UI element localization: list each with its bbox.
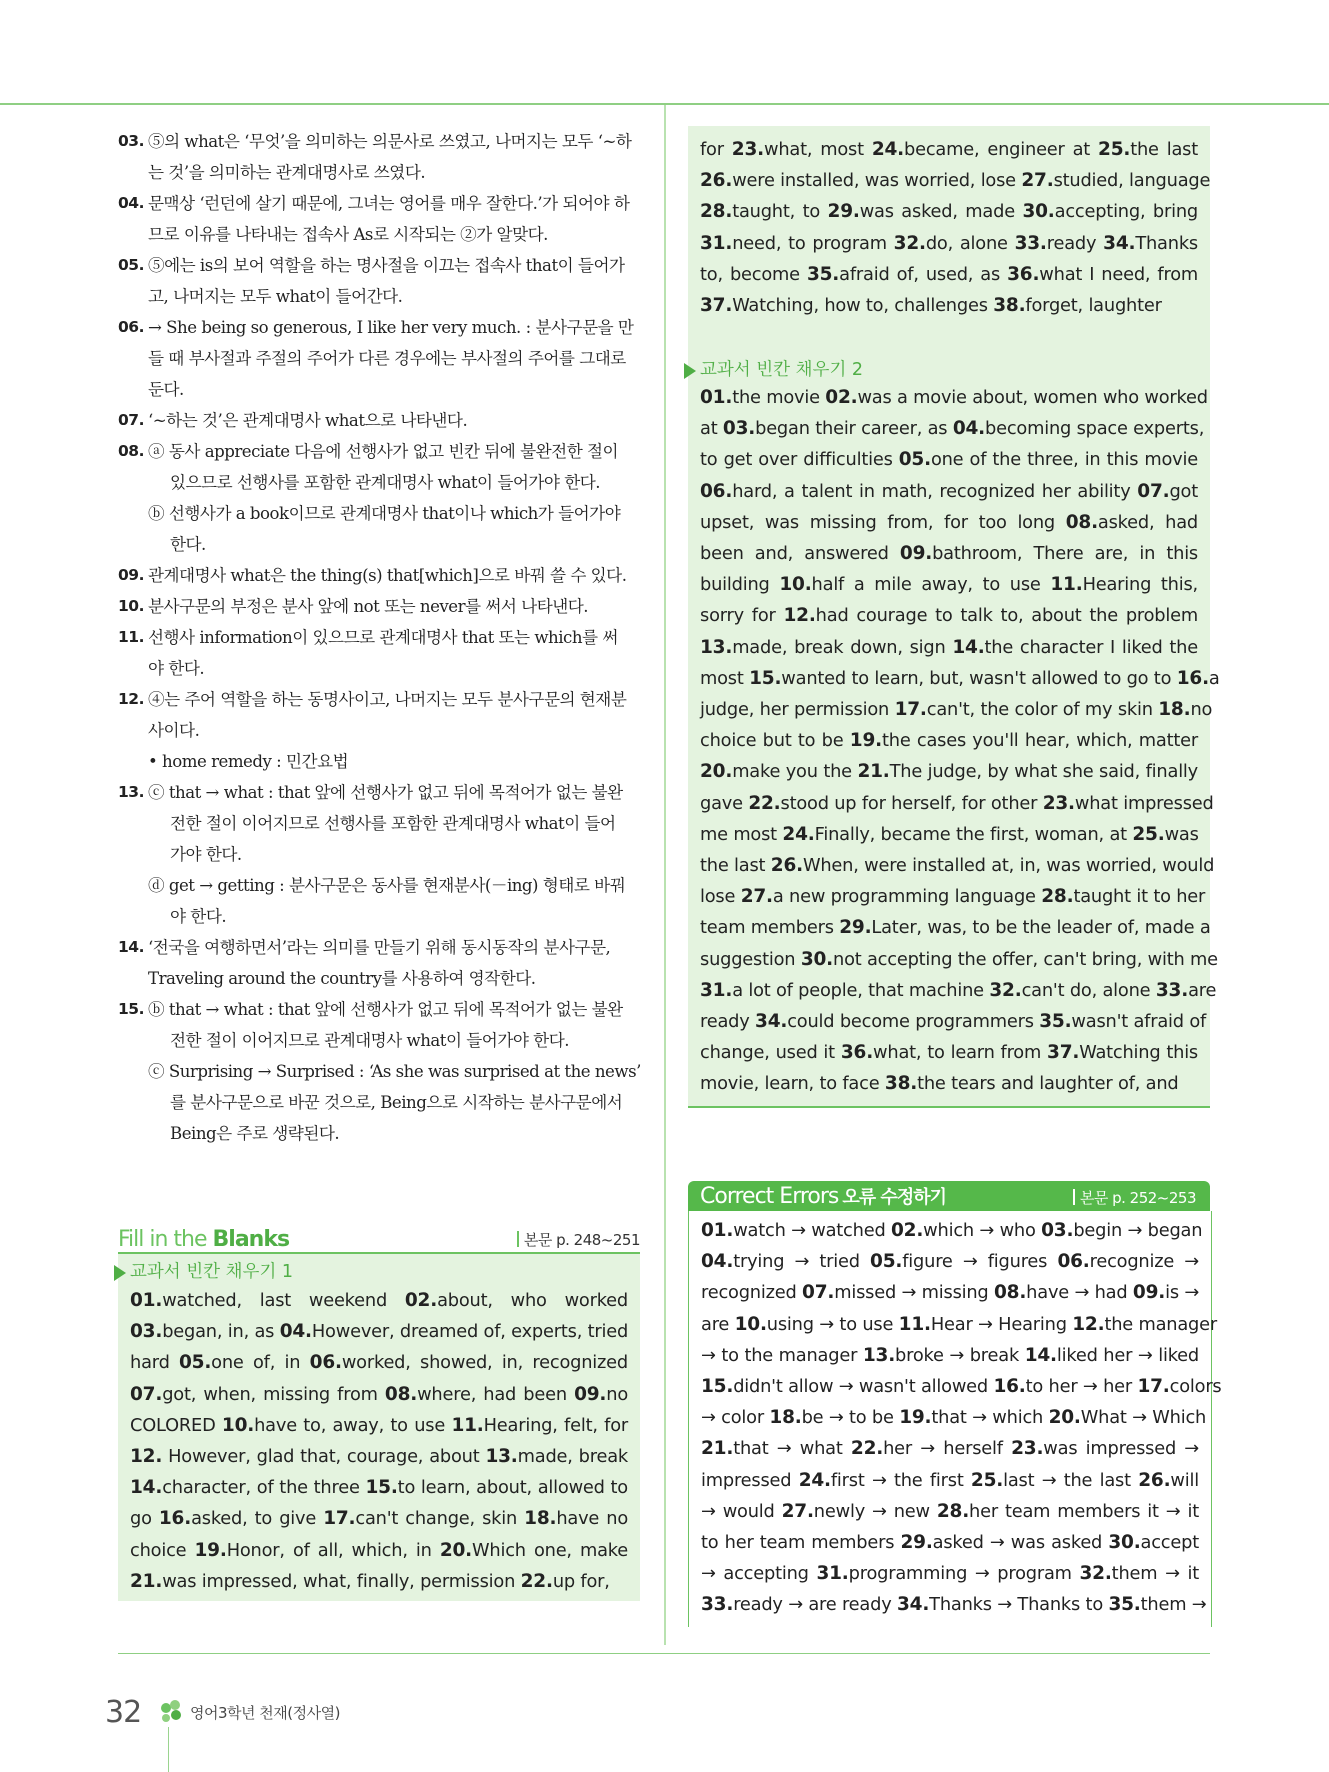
answer-line: 21.that → what 22.her → herself 23.was impressed → [701,1438,1200,1460]
answer-line: to, become 35.afraid of, used, as 36.what I need, from [700,263,1199,285]
explanation-line [118,746,644,777]
explanation-text: ⓒ that → what : that 앞에 선행사가 없고 뒤에 목적어가 없는 불완 [148,783,623,802]
answer-line: change, used it 36.what, to learn from 37.Watching this [700,1042,1198,1064]
answer-line: been and, answered 09.bathroom, There are, in this [700,543,1198,565]
explanation-line [118,963,644,994]
explanation-line [118,994,644,1025]
explanation-number: 09. [118,566,144,584]
explanation-text: 전한 절이 이어지므로 관계대명사 what이 들어가야 한다. [170,1031,569,1050]
fill-blanks-box-2-rule [688,1106,1210,1108]
answer-line: hard 05.one of, in 06.worked, showed, in, recognized [130,1352,628,1374]
answer-line: → would 27.newly → new 28.her team members it → it [701,1500,1199,1522]
answer-line: for 23.what, most 24.became, engineer at 25.the last [700,139,1198,160]
explanation-line [118,467,644,498]
explanation-line [118,1118,644,1149]
explanation-text: 전한 절이 이어지므로 선행사를 포함한 관계대명사 what이 들어 [170,814,616,833]
explanation-number: 15. [118,1000,144,1018]
explanation-line [118,839,644,870]
answer-line: 13.made, break down, sign 14.the character I liked the [700,636,1198,658]
book-title: 영어3학년 천재(정사열) [190,1704,340,1722]
answer-line: 01.watch → watched 02.which → who 03.begin → began [701,1220,1203,1241]
explanation-line [118,560,644,591]
answer-line: me most 24.Finally, became the first, woman, at 25.was [700,823,1199,845]
sub2-text [700,382,1220,1100]
explanation-line [118,281,644,312]
explanation-text: 는 것’을 의미하는 관계대명사로 쓰였다. [148,163,426,182]
explanation-text: • home remedy : 민간요법 [148,752,349,771]
explanation-number: 13. [118,783,144,801]
correct-errors-header [688,1181,1210,1211]
explanation-number: 10. [118,597,144,615]
answer-line: upset, was missing from, for too long 08.asked, had [700,511,1198,533]
answer-line: impressed 24.first → the first 25.last → the last 26.will [701,1469,1199,1491]
answer-line: 07.got, when, missing from 08.where, had been 09.no [130,1383,628,1405]
explanation-line [118,870,644,901]
correct-errors-box [688,1211,1222,1627]
explanation-line [118,777,644,808]
explanation-number: 03. [118,132,144,150]
explanation-text: 를 분사구문으로 바꾼 것으로, Being으로 시작하는 분사구문에서 [170,1093,623,1112]
explanation-line [118,250,644,281]
answer-line: 28.taught, to 29.was asked, made 30.accepting, bring [700,201,1199,223]
explanation-text: ④는 주어 역할을 하는 동명사이고, 나머지는 모두 분사구문의 현재분 [148,690,627,709]
answer-line: 14.character, of the three 15.to learn, about, allowed to [130,1477,628,1499]
explanation-text: ⓑ 선행사가 a book이므로 관계대명사 that이나 which가 들어가야 [148,504,621,523]
explanation-line [118,188,644,219]
answer-line: are 10.using → to use 11.Hear → Hearing 12.the manager [701,1313,1217,1335]
explanation-text: Traveling around the country를 사용하여 영작한다. [148,969,536,988]
answer-line: sorry for 12.had courage to talk to, about the problem [700,605,1198,627]
explanation-number: 04. [118,194,144,212]
explanation-number: 07. [118,411,144,429]
explanation-line [118,1056,644,1087]
explanation-number: 12. [118,690,144,708]
fill-blanks-header [118,1226,640,1252]
sub2-title: 교과서 빈칸 채우기 2 [684,356,863,384]
correct-errors-page-ref: 본문 p. 252~253 [1073,1187,1196,1208]
explanation-list [118,126,644,1149]
answer-line: choice but to be 19.the cases you'll hear, which, matter [700,730,1198,752]
answer-line: 20.make you the 21.The judge, by what she said, finally [700,761,1198,783]
explanation-line [118,808,644,839]
answer-line: ready 34.could become programmers 35.wasn't afraid of [700,1011,1207,1033]
answer-line: choice 19.Honor, of all, which, in 20.Which one, make [130,1539,629,1561]
answer-line: 31.need, to program 32.do, alone 33.ready 34.Thanks [700,232,1198,254]
explanation-number: 06. [118,318,144,336]
explanation-line [118,932,644,963]
explanation-line [118,1087,644,1118]
answer-line: to her team members 29.asked → was asked 30.accept [701,1532,1199,1554]
answer-line: 21.was impressed, what, finally, permission 22.up for, [130,1570,610,1592]
answer-line: 33.ready → are ready 34.Thanks → Thanks to 35.them → [701,1594,1207,1616]
explanation-text: 가야 한다. [170,845,242,864]
explanation-text: ⓒ Surprising → Surprised : ‘As she was surprised at the news’ [148,1062,641,1081]
explanation-number: 05. [118,256,144,274]
explanation-text: 야 한다. [148,659,205,678]
answer-line: judge, her permission 17.can't, the color of my skin 18.no [700,699,1213,721]
explanation-text: 들 때 부사절과 주절의 주어가 다른 경우에는 부사절의 주어를 그대로 [148,349,626,368]
answer-line: 26.were installed, was worried, lose 27.studied, language [700,170,1211,192]
answer-line: the last 26.When, were installed at, in, was worried, would [700,855,1215,877]
explanation-number: 11. [118,628,144,646]
explanation-text: ⑤의 what은 ‘무엇’을 의미하는 의문사로 쓰였고, 나머지는 모두 ‘~하 [148,132,632,151]
explanation-number: 14. [118,938,144,956]
answer-line: 12. However, glad that, courage, about 13.made, break [130,1446,628,1468]
column-divider [664,105,666,1645]
bottom-rule [118,1653,1210,1654]
correct-errors-title: Correct Errors 오류 수정하기 [700,1184,946,1209]
explanation-text: ⓐ 동사 appreciate 다음에 선행사가 없고 빈칸 뒤에 불완전한 절이 [148,442,619,461]
correct-errors-text [701,1215,1222,1621]
sub1-text [130,1285,628,1597]
explanation-line [118,653,644,684]
explanation-text: ⓓ get → getting : 분사구문은 동사를 현재분사(－ing) 형태로 바꿔 [148,876,626,895]
answer-line: → accepting 31.programming → program 32.them → it [701,1563,1199,1585]
explanation-line [118,312,644,343]
answer-line: 01.the movie 02.was a movie about, women who worked [700,387,1208,408]
answer-line: suggestion 30.not accepting the offer, can't bring, with me [700,948,1218,970]
answer-line: COLORED 10.have to, away, to use 11.Hearing, felt, for [130,1414,629,1436]
explanation-text: ⓑ that → what : that 앞에 선행사가 없고 뒤에 목적어가 없는 불완 [148,1000,623,1019]
answer-line: 03.began, in, as 04.However, dreamed of, experts, tried [130,1321,629,1343]
explanation-line [118,343,644,374]
explanation-text: 고, 나머지는 모두 what이 들어간다. [148,287,403,306]
explanation-line [118,529,644,560]
explanation-text: 있으므로 선행사를 포함한 관계대명사 what이 들어가야 한다. [170,473,601,492]
explanation-line [118,126,644,157]
explanation-text: → She being so generous, I like her very much. : 분사구문을 만 [148,318,634,337]
explanation-text: 문맥상 ‘런던에 살기 때문에, 그녀는 영어를 매우 잘한다.’가 되어야 하 [148,194,630,213]
answer-line: recognized 07.missed → missing 08.have → had 09.is → [701,1282,1200,1304]
explanation-number: 08. [118,442,144,460]
answer-line: gave 22.stood up for herself, for other 23.what impressed [700,792,1214,814]
footer-rule [168,1727,169,1772]
explanation-line [118,591,644,622]
explanation-line [118,219,644,250]
explanation-line [118,374,644,405]
explanation-line [118,498,644,529]
answer-line: 15.didn't allow → wasn't allowed 16.to her → her 17.colors [701,1376,1222,1398]
answer-line: 31.a lot of people, that machine 32.can't do, alone 33.are [700,979,1217,1001]
answer-line: 37.Watching, how to, challenges 38.forget, laughter [700,295,1162,317]
explanation-text: 한다. [170,535,206,554]
answer-line: to get over difficulties 05.one of the three, in this movie [700,449,1198,471]
answer-line: lose 27.a new programming language 28.taught it to her [700,886,1206,908]
fill-blanks-title: Fill in the Blanks [118,1227,290,1252]
explanation-text: 둔다. [148,380,184,399]
explanation-line [118,436,644,467]
explanation-text: Being은 주로 생략된다. [170,1124,340,1143]
answer-line: movie, learn, to face 38.the tears and laughter of, and [700,1073,1179,1095]
explanation-text: ‘전국을 여행하면서’라는 의미를 만들기 위해 동시동작의 분사구문, [148,938,611,957]
explanation-text: 야 한다. [170,907,227,926]
explanation-line [118,1025,644,1056]
explanation-line [118,405,644,436]
clover-icon [158,1698,184,1732]
fill-blanks-page-ref: 본문 p. 248~251 [517,1229,640,1250]
answer-line: team members 29.Later, was, to be the leader of, made a [700,917,1211,939]
explanation-text: ‘~하는 것’은 관계대명사 what으로 나타낸다. [148,411,468,430]
explanation-text: ⑤에는 is의 보어 역할을 하는 명사절을 이끄는 접속사 that이 들어가 [148,256,625,275]
explanation-line [118,622,644,653]
page-number: 32 [105,1695,142,1730]
explanation-text: 선행사 information이 있으므로 관계대명사 that 또는 which를 써 [148,628,618,647]
sub1-title: 교과서 빈칸 채우기 1 [114,1258,293,1286]
explanation-text: 므로 이유를 나타내는 접속사 As로 시작되는 ②가 알맞다. [148,225,548,244]
fill-blanks-box-1 [118,1254,640,1601]
answer-line: → to the manager 13.broke → break 14.liked her → liked [701,1344,1199,1366]
answer-line: go 16.asked, to give 17.can't change, skin 18.have no [130,1508,629,1530]
answer-line: building 10.half a mile away, to use 11.Hearing this, [700,574,1199,596]
answer-line: 06.hard, a talent in math, recognized her ability 07.got [700,480,1198,502]
answer-line: at 03.began their career, as 04.becoming space experts, [700,418,1205,440]
continued-text [700,134,1211,321]
answer-line: → color 18.be → to be 19.that → which 20.What → Which [701,1407,1207,1429]
explanation-text: 사이다. [148,721,200,740]
explanation-text: 관계대명사 what은 the thing(s) that[which]으로 바꿔 쓸 수 있다. [148,566,627,585]
answer-line: 01.watched, last weekend 02.about, who worked [130,1290,628,1311]
explanation-text: 분사구문의 부정은 분사 앞에 not 또는 never를 써서 나타낸다. [148,597,589,616]
answer-line: 04.trying → tried 05.figure → figures 06.recognize → [701,1251,1200,1273]
explanation-line [118,901,644,932]
explanation-line [118,157,644,188]
explanation-line [118,684,644,715]
answer-line: most 15.wanted to learn, but, wasn't allowed to go to 16.a [700,667,1220,689]
fill-blanks-box-2 [688,126,1220,1106]
explanation-line [118,715,644,746]
